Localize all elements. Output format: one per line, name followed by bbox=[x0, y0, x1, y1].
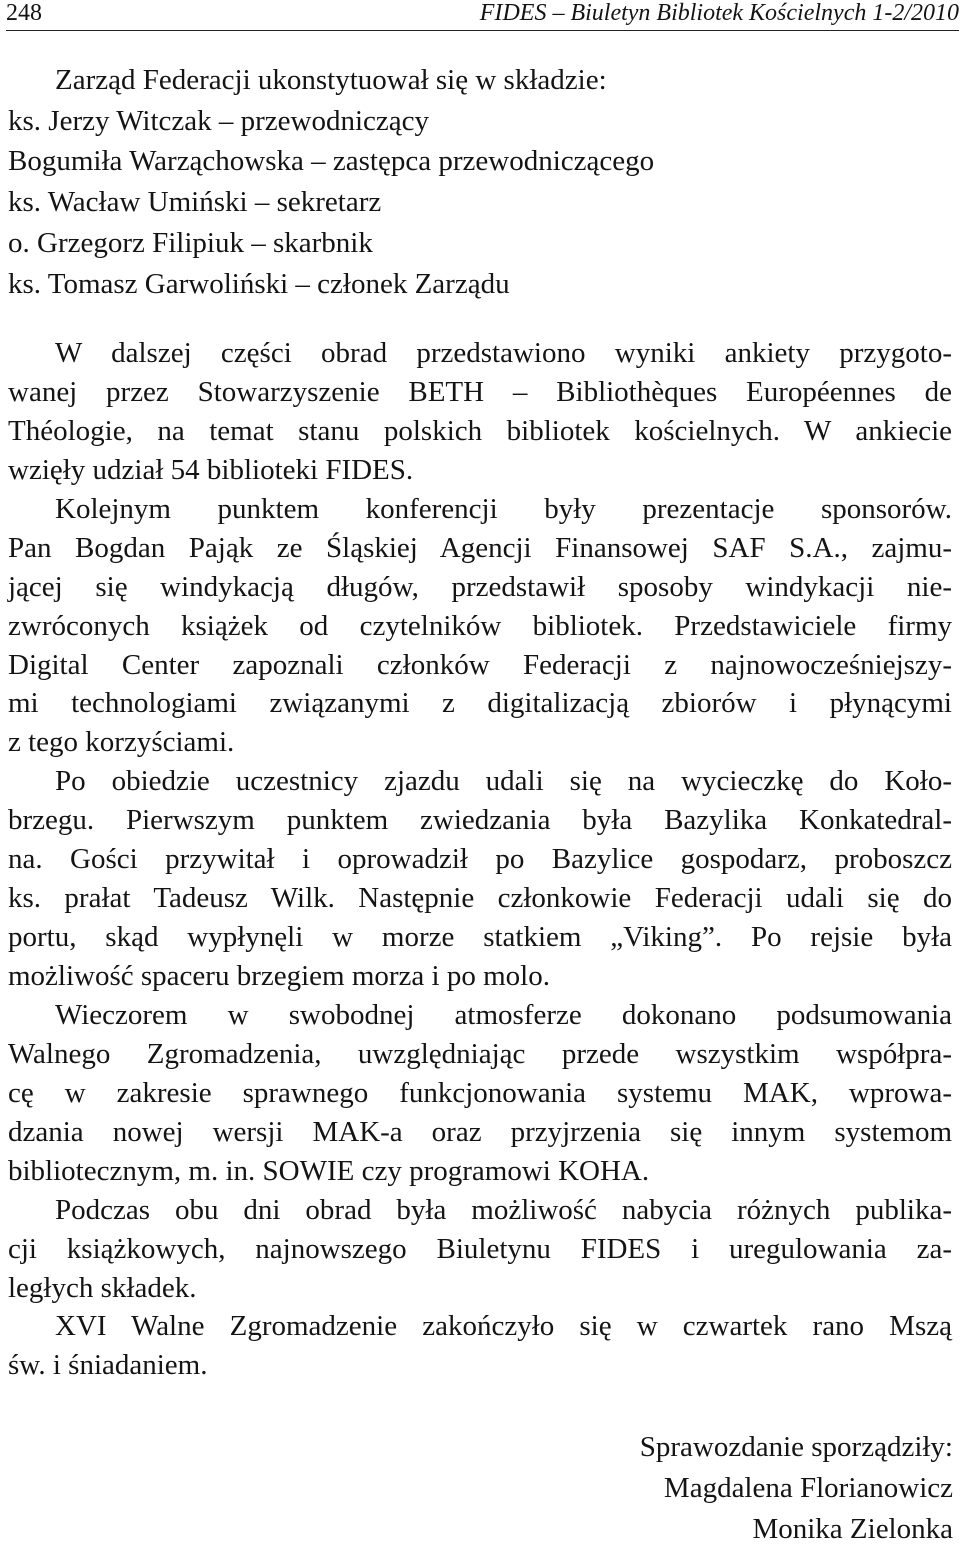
signature-block bbox=[640, 1427, 953, 1550]
signature-author: Monika Zielonka bbox=[752, 1513, 953, 1545]
text-line: cę w zakresie sprawnego funkcjonowania systemu MAK, wprowa- bbox=[8, 1076, 952, 1109]
text-line: W dalszej części obrad przedstawiono wyniki ankiety przygoto- bbox=[55, 337, 952, 369]
text-line: cji książkowych, najnowszego Biuletynu FIDES i uregulowania za- bbox=[8, 1232, 952, 1265]
board-member: Bogumiła Warząchowska – zastępca przewodniczącego bbox=[8, 145, 655, 178]
board-member: o. Grzegorz Filipiuk – skarbnik bbox=[8, 226, 373, 259]
page-number: 248 bbox=[6, 0, 42, 26]
running-title: FIDES – Biuletyn Bibliotek Kościelnych 1-2/2010 bbox=[479, 0, 959, 26]
text-line: bibliotecznym, m. in. SOWIE czy programowi KOHA. bbox=[8, 1154, 650, 1187]
text-line: Théologie, na temat stanu polskich bibliotek kościelnych. W ankiecie bbox=[8, 414, 952, 447]
board-composition bbox=[8, 60, 952, 304]
report-body bbox=[8, 334, 952, 1385]
text-line: Walnego Zgromadzenia, uwzględniając przede wszystkim współpra- bbox=[8, 1037, 952, 1070]
page-header bbox=[6, 0, 959, 31]
text-line: dzania nowej wersji MAK-a oraz przyjrzenia się innym systemom bbox=[8, 1115, 952, 1148]
text-line: wanej przez Stowarzyszenie BETH – Bibliothèques Européennes de bbox=[8, 375, 952, 408]
board-intro: Zarząd Federacji ukonstytuował się w składzie: bbox=[55, 64, 607, 96]
text-line: Digital Center zapoznali członków Federacji z najnowocześniejszy- bbox=[8, 648, 952, 681]
text-line: zwróconych książek od czytelników bibliotek. Przedstawiciele firmy bbox=[8, 609, 952, 642]
board-member: ks. Jerzy Witczak – przewodniczący bbox=[8, 104, 430, 137]
text-line: na. Gości przywitał i oprowadził po Bazylice gospodarz, proboszcz bbox=[8, 843, 952, 876]
text-line: jącej się windykacją długów, przedstawił sposoby windykacji nie- bbox=[8, 570, 952, 603]
text-line: Po obiedzie uczestnicy zjazdu udali się na wycieczkę do Koło- bbox=[55, 765, 952, 798]
text-line: Pan Bogdan Pająk ze Śląskiej Agencji Finansowej SAF S.A., zajmu- bbox=[8, 531, 952, 564]
board-member: ks. Wacław Umiński – sekretarz bbox=[8, 186, 382, 219]
signature-heading: Sprawozdanie sporządziły: bbox=[639, 1431, 953, 1463]
text-line: Kolejnym punktem konferencji były prezentacje sponsorów. bbox=[55, 492, 952, 525]
text-line: XVI Walne Zgromadzenie zakończyło się w czwartek rano Mszą bbox=[55, 1310, 952, 1343]
signature-author: Magdalena Florianowicz bbox=[663, 1472, 953, 1504]
text-line: możliwość spaceru brzegiem morza i po molo. bbox=[8, 960, 550, 992]
text-line: mi technologiami związanymi z digitalizacją zbiorów i płynącymi bbox=[8, 687, 952, 720]
text-line: brzegu. Pierwszym punktem zwiedzania była Bazylika Konkatedral- bbox=[8, 804, 952, 837]
text-line: ległych składek. bbox=[8, 1271, 197, 1304]
text-line: ks. prałat Tadeusz Wilk. Następnie członkowie Federacji udali się do bbox=[8, 882, 952, 915]
text-line: Wieczorem w swobodnej atmosferze dokonano podsumowania bbox=[55, 998, 952, 1031]
text-line: Podczas obu dni obrad była możliwość nabycia różnych publika- bbox=[55, 1193, 952, 1226]
text-line: św. i śniadaniem. bbox=[8, 1349, 208, 1382]
board-member: ks. Tomasz Garwoliński – członek Zarządu bbox=[8, 267, 510, 300]
text-line: z tego korzyściami. bbox=[8, 726, 235, 759]
text-line: wzięły udział 54 biblioteki FIDES. bbox=[8, 453, 414, 486]
text-line: portu, skąd wypłynęli w morze statkiem „Viking”. Po rejsie była bbox=[8, 921, 952, 954]
